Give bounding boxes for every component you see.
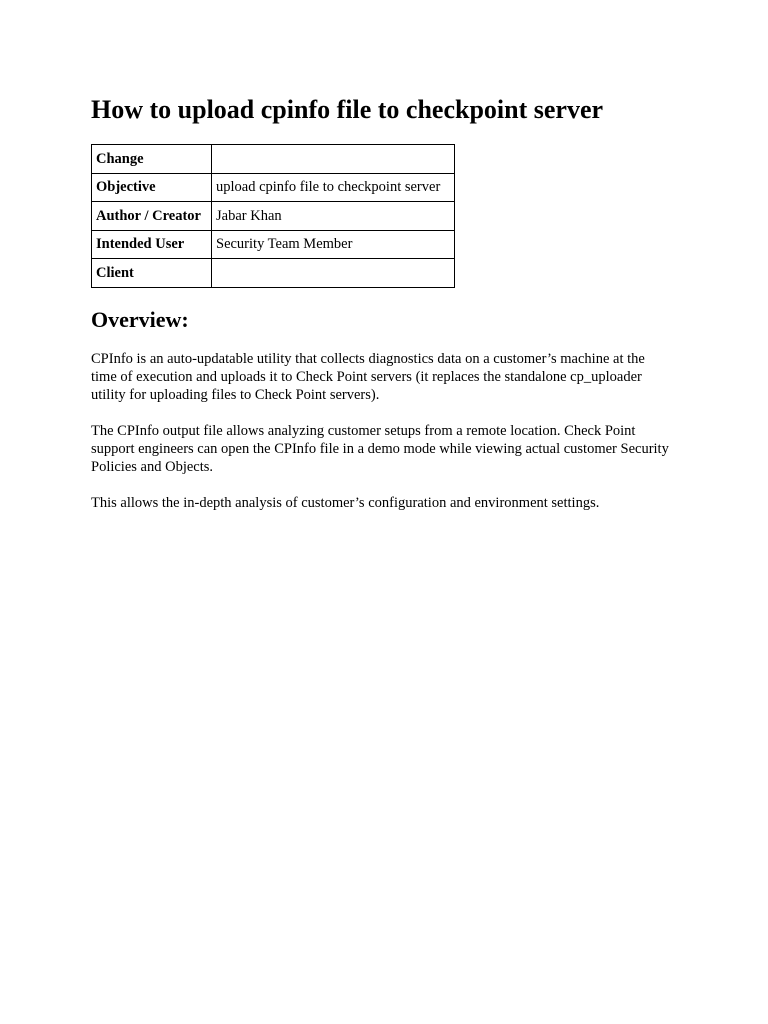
overview-paragraph: This allows the in-depth analysis of customer’s configuration and environment settings. [91, 495, 600, 511]
row-key: Objective [92, 173, 212, 202]
table-row-change [92, 145, 455, 174]
table-row-author [92, 202, 455, 231]
overview-heading: Overview: [91, 307, 189, 332]
overview-paragraph: CPInfo is an auto-updatable utility that collects diagnostics data on a customer’s machine at the time of execution and uploads it to Check Point servers (it replaces the standalone cp_uploader utility for uploading files to Check Point servers). [91, 351, 645, 403]
row-value [212, 259, 455, 288]
row-key: Intended User [92, 230, 212, 259]
row-value [212, 145, 455, 174]
row-key: Change [92, 145, 212, 174]
document-title: How to upload cpinfo file to checkpoint server [91, 95, 604, 124]
table-row-objective [92, 173, 455, 202]
row-key: Client [92, 259, 212, 288]
table-row-intended-user [92, 230, 455, 259]
row-value: upload cpinfo file to checkpoint server [212, 173, 455, 202]
row-key: Author / Creator [92, 202, 212, 231]
row-value: Jabar Khan [212, 202, 455, 231]
table-row-client [92, 259, 455, 288]
row-value: Security Team Member [212, 230, 455, 259]
document-info-table [91, 144, 455, 288]
overview-paragraph: The CPInfo output file allows analyzing customer setups from a remote location. Check Point support engineers can open the CPInfo file in a demo mode while viewing actual customer Security Policies and Objects. [91, 423, 669, 475]
